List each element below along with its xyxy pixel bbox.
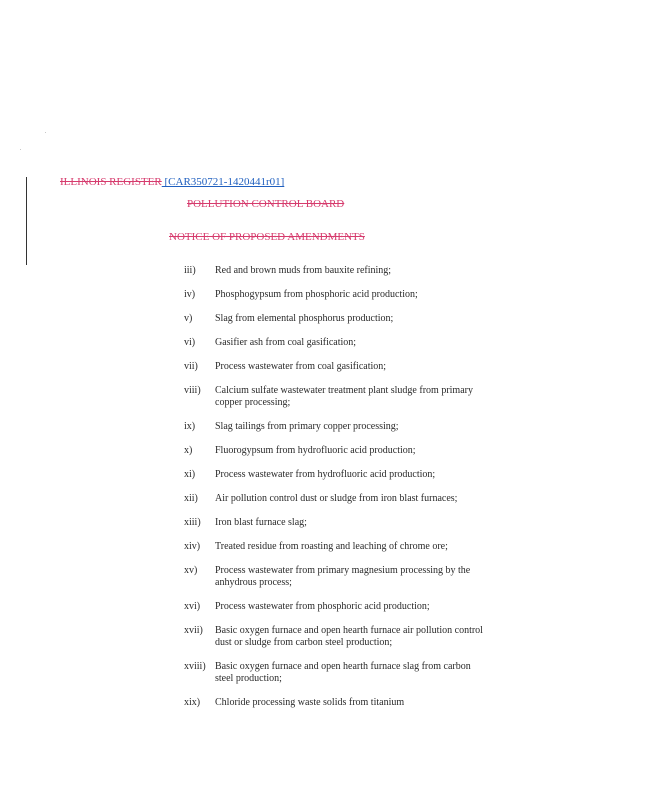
item-number: vii) — [184, 361, 198, 372]
item-text: Basic oxygen furnace and open hearth furnace slag from carbon steel production; — [215, 661, 471, 684]
list-item — [184, 385, 484, 409]
item-text: Gasifier ash from coal gasification; — [215, 337, 357, 348]
item-text: Treated residue from roasting and leaching of chrome ore; — [215, 541, 448, 552]
register-header — [60, 176, 284, 188]
list-item — [184, 289, 484, 301]
item-number: xv) — [184, 565, 198, 576]
item-number: ix) — [184, 421, 196, 432]
stray-mark — [45, 132, 46, 133]
inserted-register-id: [CAR350721-1420441r01] — [161, 176, 285, 188]
item-number: xiv) — [184, 541, 201, 552]
list-item — [184, 541, 484, 553]
item-number: xvi) — [184, 601, 201, 612]
item-number: viii) — [184, 385, 201, 396]
item-number: iii) — [184, 265, 196, 276]
item-number: v) — [184, 313, 193, 324]
item-text: Chloride processing waste solids from titanium — [215, 697, 405, 708]
item-number: vi) — [184, 337, 196, 348]
item-text: Iron blast furnace slag; — [215, 517, 307, 528]
list-item — [184, 601, 484, 613]
list-item — [184, 625, 484, 649]
list-item — [184, 565, 484, 589]
item-number: xviii) — [184, 661, 206, 672]
board-title: POLLUTION CONTROL BOARD — [187, 198, 345, 210]
item-number: xii) — [184, 493, 198, 504]
item-number: xi) — [184, 469, 196, 480]
item-text: Phosphogypsum from phosphoric acid production; — [215, 289, 418, 300]
item-text: Process wastewater from phosphoric acid production; — [215, 601, 430, 612]
item-text: Red and brown muds from bauxite refining; — [215, 265, 392, 276]
item-number: x) — [184, 445, 193, 456]
waste-list — [184, 265, 484, 721]
list-item — [184, 469, 484, 481]
list-item — [184, 517, 484, 529]
item-number: xiii) — [184, 517, 201, 528]
list-item — [184, 445, 484, 457]
item-text: Calcium sulfate wastewater treatment plant sludge from primary copper processing; — [215, 385, 473, 408]
list-item — [184, 697, 484, 709]
item-text: Air pollution control dust or sludge from iron blast furnaces; — [215, 493, 458, 504]
item-text: Slag tailings from primary copper processing; — [215, 421, 399, 432]
item-text: Process wastewater from hydrofluoric acid production; — [215, 469, 436, 480]
list-item — [184, 661, 484, 685]
list-item — [184, 265, 484, 277]
notice-title: NOTICE OF PROPOSED AMENDMENTS — [169, 231, 365, 243]
item-number: iv) — [184, 289, 196, 300]
item-text: Slag from elemental phosphorus production; — [215, 313, 394, 324]
item-number: xix) — [184, 697, 201, 708]
list-item — [184, 361, 484, 373]
item-number: xvii) — [184, 625, 203, 636]
item-text: Process wastewater from primary magnesium processing by the anhydrous process; — [215, 565, 471, 588]
list-item — [184, 421, 484, 433]
item-text: Fluorogypsum from hydrofluoric acid production; — [215, 445, 416, 456]
stray-mark — [20, 149, 21, 150]
deleted-register-title: ILLINOIS REGISTER — [60, 176, 162, 188]
item-text: Process wastewater from coal gasification; — [215, 361, 387, 372]
item-text: Basic oxygen furnace and open hearth furnace air pollution control dust or sludge from carbon steel production; — [215, 625, 483, 648]
list-item — [184, 313, 484, 325]
list-item — [184, 493, 484, 505]
revision-bar — [26, 177, 27, 265]
list-item — [184, 337, 484, 349]
